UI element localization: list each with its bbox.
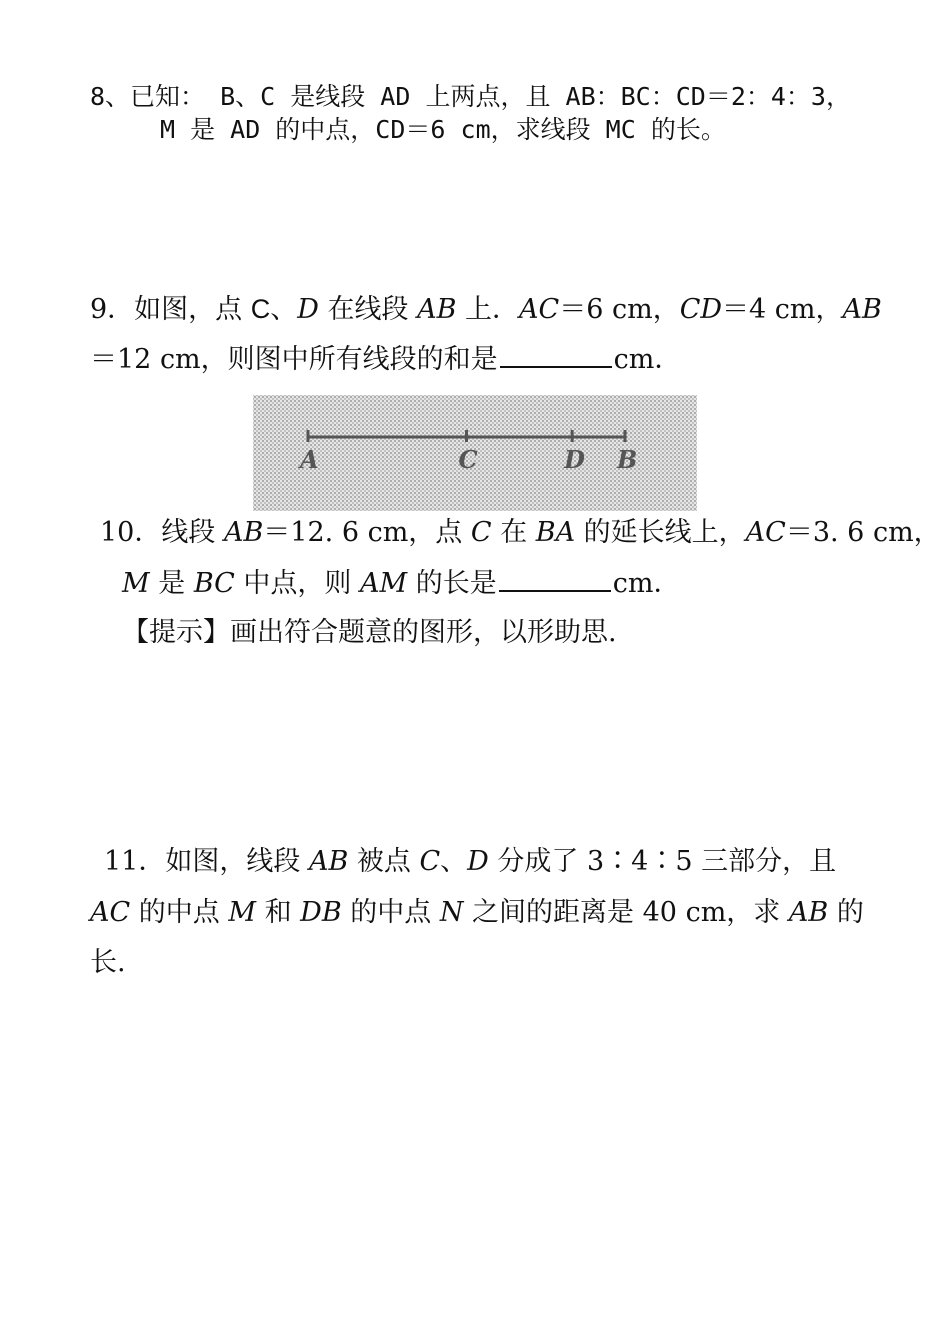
q9-segment-cd: CD: [679, 294, 723, 325]
q11-segment-ac: AC: [90, 897, 131, 928]
q11-point-n: N: [439, 897, 464, 928]
q8-line2: M 是 AD 的中点，CD＝6 cm，求线段 MC 的长。: [160, 115, 726, 144]
q9-segment-ac: AC: [519, 294, 560, 325]
q11-point-c: C: [419, 846, 441, 877]
q11-line1: [104, 845, 836, 879]
q11-text: 之间的距离是 40 cm，求: [463, 897, 789, 928]
q9-segment-ab: AB: [417, 294, 457, 325]
q11-text: 的: [828, 897, 864, 928]
q9-text: ＝6 cm，: [559, 294, 680, 325]
q10-answer-blank[interactable]: [499, 566, 611, 592]
q10-number: 10．线段: [100, 517, 224, 548]
q9-text: 在线段: [318, 294, 418, 325]
q11-text: 的中点: [341, 897, 440, 928]
q9-segment-ab: AB: [842, 294, 882, 325]
q10-segment-ab: AB: [223, 517, 264, 548]
q11-line2: [90, 896, 864, 930]
q9-number: 9．如图，点: [90, 294, 251, 325]
segment-diagram: [253, 395, 697, 511]
q10-text: 的延长线上，: [575, 517, 746, 548]
point-label-b: B: [617, 445, 638, 474]
q10-text: 在: [491, 517, 536, 548]
segment-figure: [253, 395, 697, 511]
q10-line2: [122, 566, 681, 601]
q11-point-m: M: [228, 897, 256, 928]
q8-line1: 8、已知： B、C 是线段 AD 上两点，且 AB：BC：CD＝2：4：3，: [90, 82, 851, 111]
q11-text: 和: [256, 897, 301, 928]
q10-text: 是: [149, 568, 194, 599]
q9-point-c: C: [250, 294, 271, 324]
q9-line2: [90, 342, 681, 377]
q10-point-m: M: [122, 568, 150, 599]
q10-segment-bc: BC: [193, 568, 235, 599]
q9-point-d: D: [297, 294, 319, 325]
q10-segment-am: AM: [360, 568, 408, 599]
q9-sep: 、: [270, 294, 298, 325]
q10-line1: [100, 516, 941, 550]
q9-text: 上．: [456, 294, 520, 325]
point-label-c: C: [458, 445, 478, 474]
q11-line3: 长.: [90, 947, 126, 978]
q10-text: ＝12. 6 cm，点: [263, 517, 471, 548]
q10-unit: cm．: [612, 568, 681, 599]
q9-answer-blank[interactable]: [500, 342, 612, 368]
q10-text: 的长是: [407, 568, 497, 599]
q10-segment-ac: AC: [745, 517, 786, 548]
point-label-a: A: [300, 445, 319, 474]
q11-segment-db: DB: [300, 897, 342, 928]
q9-text: ＝12 cm，则图中所有线段的和是: [90, 344, 498, 375]
q10-point-c: C: [470, 517, 492, 548]
q11-text: 被点: [348, 846, 420, 877]
q11-text: 分成了 3∶4∶5 三部分，且: [488, 846, 837, 877]
q11-point-d: D: [467, 846, 489, 877]
q11-segment-ab: AB: [788, 897, 829, 928]
q11-text: 、: [440, 846, 468, 877]
q9-text: ＝4 cm，: [722, 294, 843, 325]
q9-unit: cm．: [613, 344, 682, 375]
q11-segment-ab: AB: [308, 846, 349, 877]
q10-text: 中点，则: [234, 568, 361, 599]
q10-hint: 【提示】画出符合题意的图形，以形助思.: [122, 617, 617, 648]
q10-text: ＝3. 6 cm，: [785, 517, 941, 548]
q11-number: 11．如图，线段: [104, 846, 309, 877]
q9-line1: [90, 292, 882, 327]
q11-text: 的中点: [130, 897, 229, 928]
q10-segment-ba: BA: [535, 517, 576, 548]
point-label-d: D: [564, 445, 585, 474]
